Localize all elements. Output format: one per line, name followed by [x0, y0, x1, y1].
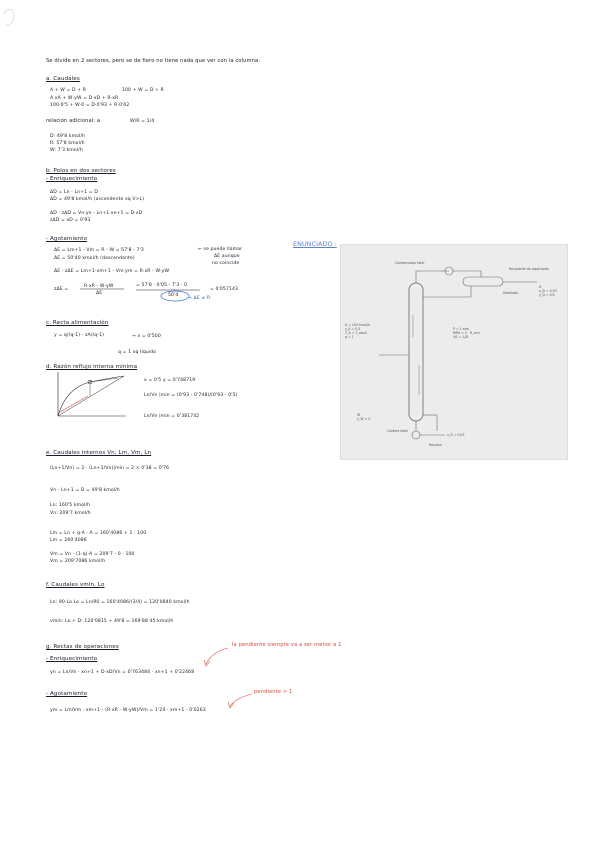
enrichment-eq2: ΔD = 49'8 kmol/h (ascendente xq V>L)	[50, 197, 145, 202]
result-d: D: 49'8 kmol/h	[50, 134, 86, 139]
min-reflux-result: Ln/Vn |min = 0'381742	[144, 414, 200, 419]
stripping-eq3: ΔE · zΔE = Lm+1·xm+1 - Vm·ym = R·xR - W·yW	[54, 269, 170, 274]
stripping-note1: ← se puede llamar	[198, 247, 243, 252]
stripping-eq1: ΔE = Lm+1 - Vm = R - W = 57'8 - 7'3	[54, 248, 144, 253]
feed-spec: A = 100 kmol/h z_A = 0,5 T_A = T_ebull q = 1	[345, 323, 370, 339]
internal-balance: Vn - Ln+1 = D = 49'8 kmol/h	[50, 488, 120, 493]
balance-global-values: 100 + W = D + R	[122, 88, 164, 93]
lo-eq: Ln: 90·Lo Lo = Ln/90 = 160'4086/(3/4) = 120'0840 kmol/h	[50, 600, 190, 605]
vapor-w-spec: W y_W = 0	[357, 413, 371, 421]
op-enrichment-eq: yn = Ln/Vn · xn+1 + D·xD/Vn = 0'763484 · xn+1 + 0'22468	[50, 670, 195, 675]
internal-ratio: (Ln+1/Vn) = 2 · (Ln+1/Vn)|min = 2 × 0'38 = 0'76	[50, 466, 170, 471]
zde-numerator: R·xR - W·yW	[84, 284, 114, 289]
feed-line-eq: y = q/(q-1) - zA/(q-1)	[54, 333, 104, 338]
balance-component: A xA + W·yW = D·xD + R·xR	[50, 96, 119, 101]
op-enrichment-subtitle: - Enriquecimiento	[46, 656, 98, 662]
residue-label: Residuo	[429, 443, 442, 447]
residue-spec: x_R = 0,05	[447, 433, 465, 437]
feed-line-result: → x = 0'500	[132, 334, 161, 339]
stripping-eq2: ΔE = 50'40 kmol/h (descendente)	[54, 256, 135, 261]
section-b-title: b. Polos en dos sectores	[46, 168, 116, 174]
additional-relation: relación adicional: a	[46, 118, 101, 124]
internal-vm: Vm = 209'7086 kmol/h	[50, 559, 106, 564]
zde-label: zΔE =	[54, 287, 69, 292]
section-f-title: f. Caudales vmin, Lo	[46, 582, 105, 588]
statement-photo	[340, 244, 568, 460]
stripping-note3: no coincide	[212, 261, 240, 266]
stripping-subtitle: - Agotamiento	[46, 236, 88, 242]
balance-component-values: 100·0'5 + W·0 = D·0'93 + R·0'02	[50, 103, 130, 108]
slope-note-enrichment: la pendiente siempre va a ser menor a 1	[232, 642, 342, 648]
min-reflux-point: x = 0'5 y = 0'748719	[144, 378, 196, 383]
min-reflux-eq: Ln/Vn |min = (0'93 - 0'748)/(0'93 - 0'5)	[144, 393, 238, 398]
reboiler-label: Caldera total	[387, 429, 408, 433]
distillate-spec: D x_D = 0,93 y_D = 4/3	[539, 285, 557, 297]
op-stripping-subtitle: - Agotamiento	[46, 691, 88, 697]
relation-fraction: W/R = 1/4	[130, 119, 155, 124]
section-d-title: d. Razón reflujo interna mínima	[46, 364, 138, 370]
intro-text: Se divide en 2 sectores, pero se de fiero no tiene nada que ver con la columna.	[46, 58, 261, 64]
zde-result: = 0'057143	[210, 287, 239, 292]
internal-vn: Vn: 209'7 kmol/h	[50, 511, 91, 516]
section-a-title: a. Caudales	[46, 76, 80, 82]
delta-note: → ΔE ≠ R	[188, 296, 211, 301]
condenser-label: Condensador total	[395, 261, 425, 265]
slope-note-stripping: pendiente > 1	[254, 689, 293, 695]
zde-denominator-value: 50'4	[168, 293, 179, 298]
distillate-label: Destilado	[503, 291, 519, 295]
section-c-title: c. Recta alimentación	[46, 320, 109, 326]
internal-vm-eq: Vm = Vn - (1-q)·A = 209'7 - 0 · 100	[50, 552, 135, 557]
zde-substitution: = 57'8 · 0'05 - 7'3 · 0	[136, 283, 188, 288]
stripping-note2: ΔE aunque	[214, 254, 240, 259]
balance-global: A + W = D + R	[50, 88, 87, 93]
result-w: W: 7'3 kmol/h	[50, 148, 83, 153]
section-e-title: e. Caudales internos Vn, Lm, Vm, Ln	[46, 450, 152, 456]
enrichment-subtitle: - Enriquecimiento	[46, 176, 98, 182]
op-stripping-eq: ym = Lm/Vm · xm+1 - (R·xR - W·yW)/Vm = 1'24 · xm+1 - 0'0263	[50, 708, 206, 713]
column-diagram	[341, 245, 567, 459]
enrichment-eq1: ΔD = Ln - Ln+1 = D	[50, 190, 98, 195]
section-g-title: g. Rectas de operaciones	[46, 644, 119, 650]
internal-lm: Lm = 260'4086	[50, 538, 87, 543]
internal-lm-eq: Lm = Ln + q·A · A = 160'4086 + 1 · 100	[50, 531, 147, 536]
enrichment-eq3: ΔD · zΔD = Vn·yn - Ln+1·xn+1 = D·xD	[50, 211, 143, 216]
enrichment-eq4: zΔD = xD = 0'93	[50, 218, 91, 223]
zde-denominator: ΔE	[96, 291, 103, 296]
feed-q-note: q = 1 xq líquido	[118, 350, 157, 355]
result-r: R: 57'8 kmol/h	[50, 141, 85, 146]
receiver-label: Recipiente de separación	[509, 267, 550, 271]
statement-label: ENUNCIADO :	[293, 240, 337, 248]
internal-ln: Ln: 160'5 kmol/h	[50, 503, 91, 508]
vmin-eq: vmin: Lo + D: 120'0815 + 49'8 = 169'88 45 kmol/h	[50, 619, 174, 624]
operating-spec: P = 1 atm RRM = 2 · R_min V/L = L/D	[453, 327, 480, 339]
